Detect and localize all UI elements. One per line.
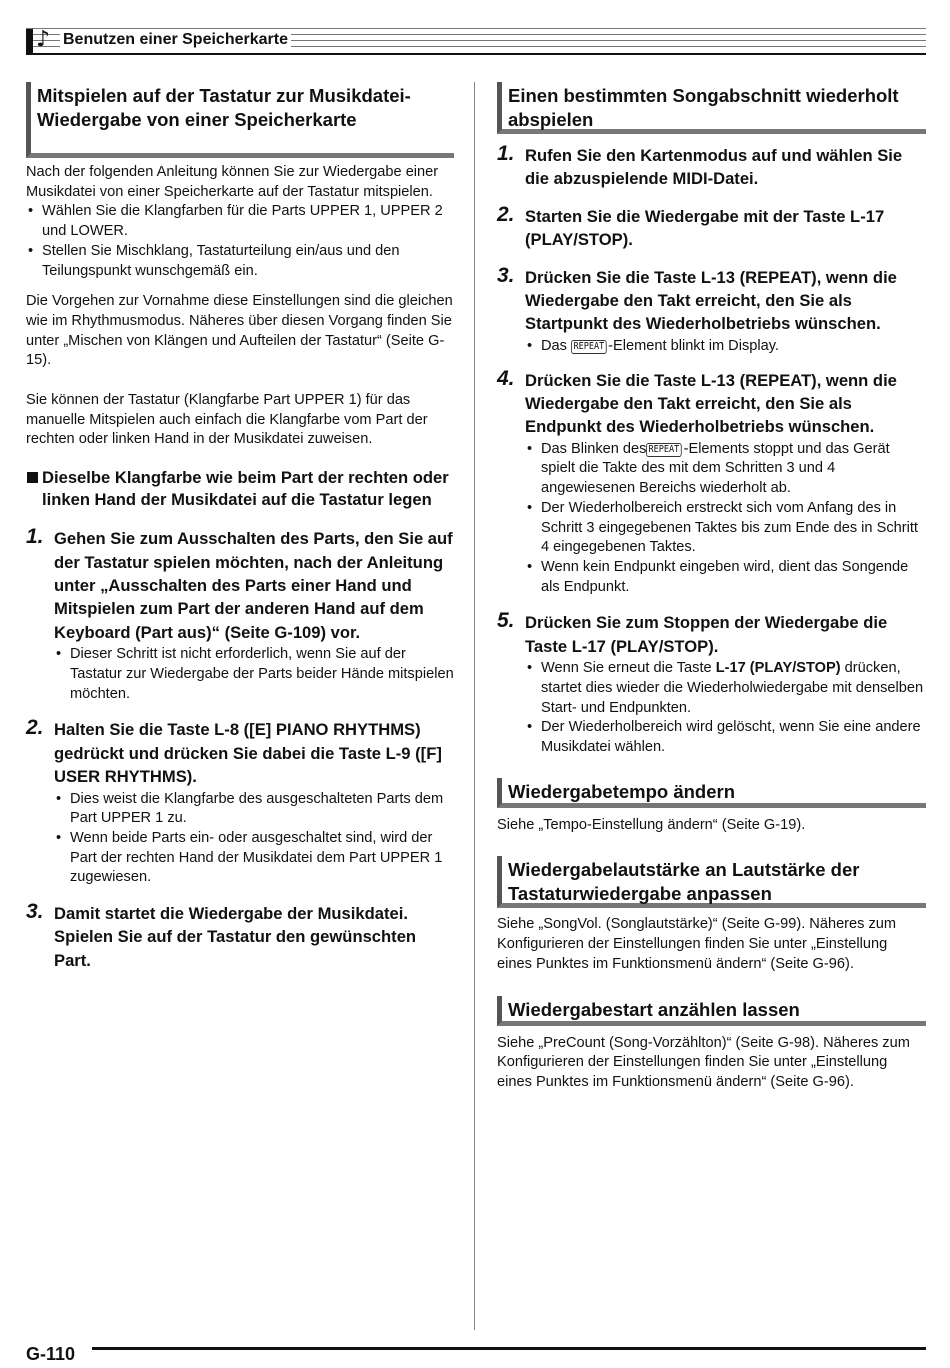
left-column: [26, 82, 454, 972]
step-number: 2.: [497, 202, 515, 226]
list-item: • Wenn kein Endpunkt eingeben wird, dient das Songende als Endpunkt.: [525, 558, 926, 597]
step-number: 3.: [26, 900, 44, 924]
right-column: [497, 82, 926, 1093]
section-heading-tempo: Wiedergabetempo ändern: [497, 778, 926, 808]
step-text: Drücken Sie zum Stoppen der Wiedergabe die Taste L-17 (PLAY/STOP).: [525, 613, 888, 656]
paragraph: Siehe „Tempo-Einstellung ändern“ (Seite G-19).: [497, 816, 806, 833]
subheading: [26, 467, 454, 511]
square-bullet-icon: [27, 472, 38, 483]
step-bullets: [525, 337, 926, 357]
step-number: 2.: [26, 716, 44, 740]
column-divider: [474, 82, 475, 1330]
bullet-text: Wenn Sie erneut die Taste: [541, 660, 716, 677]
intro-bullet-list: [26, 202, 454, 281]
header-title: Benutzen einer Speicherkarte: [60, 30, 291, 50]
repeat-indicator-icon: REPEAT: [571, 340, 607, 354]
list-item: • Wählen Sie die Klangfarben für die Parts UPPER 1, UPPER 2 und LOWER.: [26, 202, 454, 241]
list-item: • Stellen Sie Mischklang, Tastaturteilung ein/aus und den Teilungspunkt wunschgemäß ein.: [26, 242, 454, 281]
intro-paragraph: Nach der folgenden Anleitung können Sie zur Wiedergabe einer Musikdatei von einer Speicherkarte auf der Tastatur mitspielen.: [26, 164, 439, 200]
section-heading-anzaehlen: Wiedergabestart anzählen lassen: [497, 996, 926, 1026]
step: [497, 263, 926, 357]
list-item: • Der Wiederholbereich erstreckt sich vom Anfang des in Schritt 3 eingegebenen Taktes bis zum Ende des in Schritt 4 eingegebenen Taktes.: [525, 499, 926, 558]
footer-rule: [92, 1347, 926, 1350]
bullet-text: Das: [541, 337, 572, 354]
step-bullets: [54, 790, 454, 889]
list-item: • Wenn beide Parts ein- oder ausgeschaltet sind, wird der Part der rechten Hand der Musikdatei dem Part UPPER 1 zugewiesen.: [54, 829, 454, 888]
step-text: Gehen Sie zum Ausschalten des Parts, den Sie auf der Tastatur spielen möchten, nach der Anleitung unter „Ausschalten des Parts einer Hand und Mitspielen zum Part der anderen Hand auf dem Keyboard (Part aus)“ (Seite G-109) vor.: [54, 529, 453, 642]
list-item: • Dies weist die Klangfarbe des ausgeschalteten Parts dem Part UPPER 1 zu.: [54, 790, 454, 829]
step: [26, 902, 454, 972]
step-number: 3.: [497, 263, 515, 287]
list-item: [525, 659, 926, 718]
step: [497, 366, 926, 598]
step: [497, 144, 926, 191]
page-number: G-110: [26, 1344, 76, 1364]
subheading-text: Dieselbe Klangfarbe wie beim Part der rechten oder linken Hand der Musikdatei auf die Tastatur legen: [42, 468, 449, 510]
step-number: 1.: [26, 525, 44, 549]
paragraph: Die Vorgehen zur Vornahme diese Einstellungen sind die gleichen wie im Rhythmusmodus. Näheres über diesen Vorgang finden Sie unter „Mischen von Klängen und Aufteilen der Tastatur“ (Seite G-15).: [26, 293, 453, 369]
bullet-text: -Elements stoppt und das Gerät spielt die Takte des mit dem Schritten 3 und 4 angewiesenen Bereichs wiederholt ab.: [541, 440, 890, 497]
step: [497, 202, 926, 252]
bullet-text: Das Blinken des: [541, 440, 647, 457]
step-bullets: [54, 645, 454, 704]
step-text: Rufen Sie den Kartenmodus auf und wählen Sie die abzuspielende MIDI-Datei.: [525, 146, 903, 189]
step-text: Drücken Sie die Taste L-13 (REPEAT), wenn die Wiedergabe den Takt erreicht, den Sie als Startpunkt des Wiederholbetriebs wünschen.: [525, 267, 897, 334]
list-item: • Dieser Schritt ist nicht erforderlich, wenn Sie auf der Tastatur zur Wiedergabe der Parts beider Hände mitspielen möchten.: [54, 645, 454, 704]
step: [26, 527, 454, 704]
eighth-note-icon: ♪: [36, 27, 51, 52]
list-item: [525, 337, 926, 357]
list-item: • Der Wiederholbereich wird gelöscht, wenn Sie eine andere Musikdatei wählen.: [525, 718, 926, 757]
page-footer: [26, 1343, 926, 1367]
section-heading-lautstaerke: Wiedergabelautstärke an Lautstärke der Tastaturwiedergabe anpassen: [497, 856, 926, 908]
repeat-indicator-icon: REPEAT: [646, 443, 682, 457]
list-item: [525, 440, 926, 499]
step-number: 5.: [497, 609, 515, 633]
bullet-text: drücken, startet dies wieder die Wiederholwiedergabe mit denselben Start- und Endpunkten.: [541, 660, 924, 716]
bullet-text: -Element blinkt im Display.: [608, 337, 779, 354]
step-text: Drücken Sie die Taste L-13 (REPEAT), wenn die Wiedergabe den Takt erreicht, den Sie als Endpunkt des Wiederholbetriebs wünschen.: [525, 370, 897, 437]
paragraph: Siehe „SongVol. (Songlautstärke)“ (Seite G-99). Näheres zum Konfigurieren der Einstellungen finden Sie unter „Einstellung eines Punktes im Funktionsmenü ändern“ (Seite G-96).: [497, 916, 897, 972]
step-text: Damit startet die Wiedergabe der Musikdatei. Spielen Sie auf der Tastatur den gewünschten Part.: [54, 904, 417, 970]
running-header: [26, 27, 926, 55]
step-bullets: [525, 659, 926, 758]
bullet-bold-text: L-17 (PLAY/STOP): [715, 660, 841, 677]
paragraph: Siehe „PreCount (Song-Vorzählton)“ (Seite G-98). Näheres zum Konfigurieren der Einstellungen finden Sie unter „Einstellung eines Punktes im Funktionsmenü ändern“ (Seite G-96).: [497, 1034, 910, 1090]
paragraph: Sie können der Tastatur (Klangfarbe Part UPPER 1) für das manuelle Mitspielen auch einfach die Klangfarbe vom Part der rechten oder linken Hand in der Musikdatei zuweisen.: [26, 392, 428, 448]
section-heading-songabschnitt: Einen bestimmten Songabschnitt wiederholt abspielen: [497, 82, 926, 134]
step-number: 1.: [497, 142, 515, 165]
section-heading-mitspielen: Mitspielen auf der Tastatur zur Musikdatei-Wiedergabe von einer Speicherkarte: [26, 82, 454, 158]
header-marker: [26, 29, 33, 53]
step-text: Halten Sie die Taste L-8 ([E] PIANO RHYTHMS) gedrückt und drücken Sie dabei die Taste L-9 ([F] USER RHYTHMS).: [54, 720, 442, 787]
step: [497, 611, 926, 757]
step-text: Starten Sie die Wiedergabe mit der Taste L-17 (PLAY/STOP).: [525, 206, 885, 250]
step-bullets: [525, 440, 926, 598]
step-number: 4.: [497, 366, 515, 390]
step: [26, 718, 454, 888]
